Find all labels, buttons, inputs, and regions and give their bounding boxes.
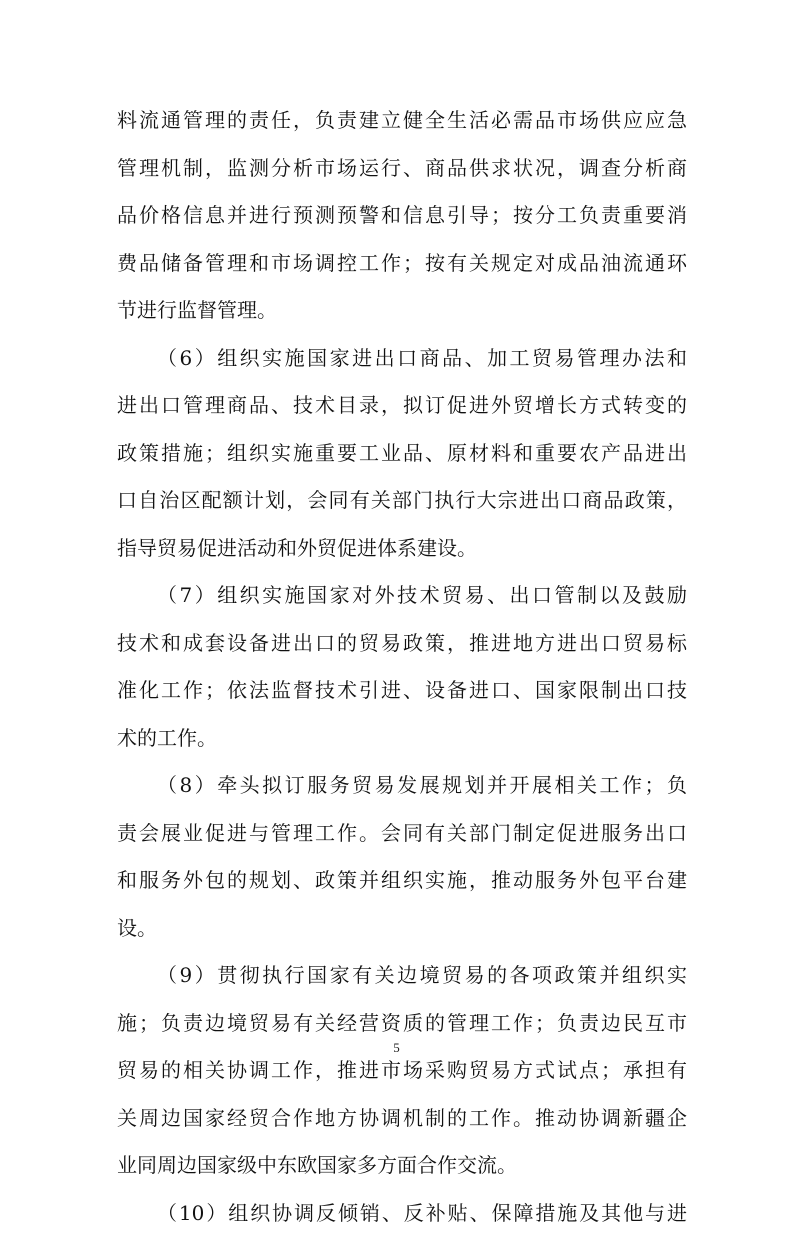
text-line: 关周边国家经贸合作地方协调机制的工作。推动协调新疆企 xyxy=(117,1095,687,1143)
text-line: 料流通管理的责任，负责建立健全生活必需品市场供应应急 xyxy=(117,97,687,145)
text-line: 技术和成套设备进出口的贸易政策，推进地方进出口贸易标 xyxy=(117,620,687,668)
text-line: 设。 xyxy=(117,905,687,953)
text-line: 进出口管理商品、技术目录，拟订促进外贸增长方式转变的 xyxy=(117,382,687,430)
text-line: 口自治区配额计划，会同有关部门执行大宗进出口商品政策， xyxy=(117,477,687,525)
paragraph-9-start: （9）贯彻执行国家有关边境贸易的各项政策并组织实 xyxy=(117,952,687,1000)
paragraph-6-start: （6）组织实施国家进出口商品、加工贸易管理办法和 xyxy=(117,335,687,383)
text-line: 政策措施；组织实施重要工业品、原材料和重要农产品进出 xyxy=(117,430,687,478)
paragraph-8-start: （8）牵头拟订服务贸易发展规划并开展相关工作；负 xyxy=(117,762,687,810)
text-line: 业同周边国家级中东欧国家多方面合作交流。 xyxy=(117,1142,687,1190)
text-line: 术的工作。 xyxy=(117,715,687,763)
paragraph-7-start: （7）组织实施国家对外技术贸易、出口管制以及鼓励 xyxy=(117,572,687,620)
text-line: 品价格信息并进行预测预警和信息引导；按分工负责重要消 xyxy=(117,192,687,240)
text-line: 指导贸易促进活动和外贸促进体系建设。 xyxy=(117,525,687,573)
text-line: 管理机制，监测分析市场运行、商品供求状况，调查分析商 xyxy=(117,145,687,193)
text-line: 施；负责边境贸易有关经营资质的管理工作；负责边民互市 xyxy=(117,1000,687,1048)
text-line: 贸易的相关协调工作，推进市场采购贸易方式试点；承担有 xyxy=(117,1047,687,1095)
paragraph-10-start: （10）组织协调反倾销、反补贴、保障措施及其他与进 xyxy=(117,1190,687,1237)
page-number: 5 xyxy=(0,1040,793,1056)
text-line: 节进行监督管理。 xyxy=(117,287,687,335)
text-line: 准化工作；依法监督技术引进、设备进口、国家限制出口技 xyxy=(117,667,687,715)
text-line: 责会展业促进与管理工作。会同有关部门制定促进服务出口 xyxy=(117,810,687,858)
text-line: 和服务外包的规划、政策并组织实施，推动服务外包平台建 xyxy=(117,857,687,905)
body-text xyxy=(117,97,687,1237)
text-line: 费品储备管理和市场调控工作；按有关规定对成品油流通环 xyxy=(117,240,687,288)
